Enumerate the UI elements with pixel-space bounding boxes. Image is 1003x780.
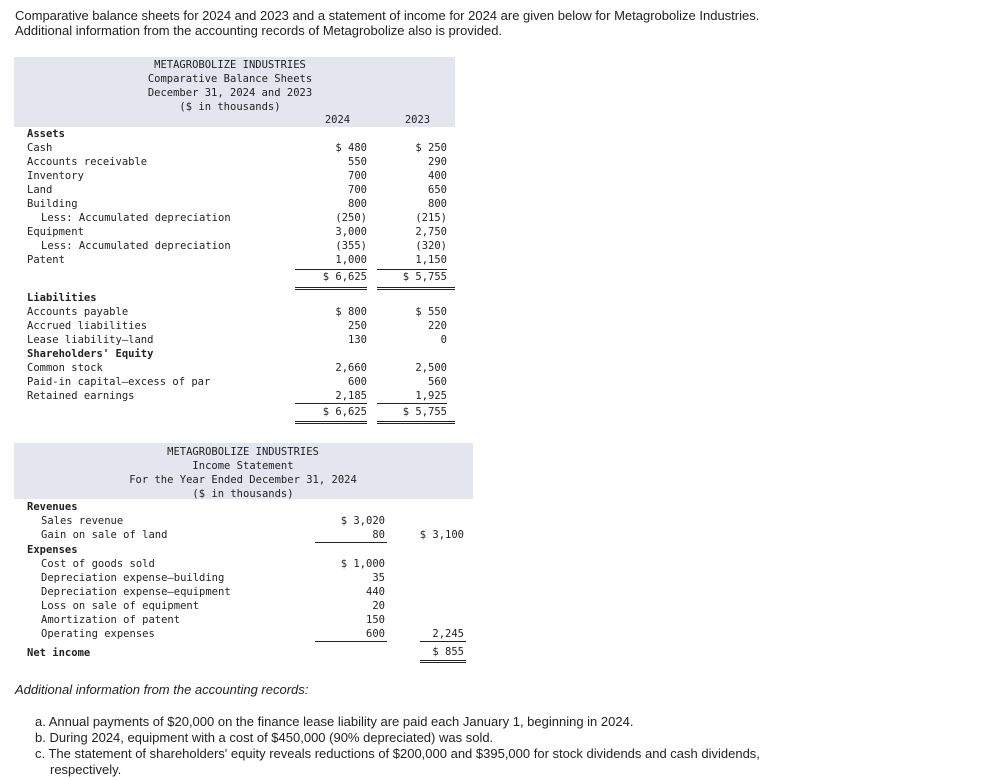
revenues-underline — [315, 542, 387, 543]
row-label: Cost of goods sold — [41, 558, 155, 570]
assets-total-2024: $ 6,625 — [322, 271, 367, 283]
expenses-total: 2,245 — [432, 628, 464, 640]
amount: 80 — [372, 529, 385, 541]
intro-line-2: Additional information from the accounting records of Metagrobolize also is provided. — [15, 23, 503, 38]
value-2024: 800 — [348, 198, 367, 210]
row-label: Sales revenue — [41, 515, 124, 527]
value-2024: 550 — [348, 156, 367, 168]
amount: 150 — [366, 614, 385, 626]
balance-company: METAGROBOLIZE INDUSTRIES — [154, 59, 306, 71]
row-label: Lease liability—land — [27, 334, 154, 346]
value-2024: 250 — [348, 320, 367, 332]
value-2024: (250) — [335, 212, 367, 224]
amount: $ 3,020 — [340, 515, 385, 527]
value-2023: 560 — [428, 376, 447, 388]
expenses-underline — [315, 641, 387, 642]
net-income-label: Net income — [27, 647, 91, 659]
balance-date: December 31, 2024 and 2023 — [147, 87, 313, 99]
additional-notes — [35, 714, 935, 778]
value-2023: 290 — [428, 156, 447, 168]
col-header-2024: 2024 — [324, 114, 351, 126]
note-c: c. The statement of shareholders' equity reveals reductions of $200,000 and $395,000 for stock dividends and cash dividends, — [35, 746, 760, 761]
value-2024: 600 — [348, 376, 367, 388]
additional-heading: Additional information from the accounting records: — [15, 682, 309, 697]
value-2023: 1,150 — [415, 254, 447, 266]
balance-header — [100, 58, 360, 114]
row-label: Patent — [27, 254, 65, 266]
amount: 600 — [366, 628, 385, 640]
equity-heading: Shareholders' Equity — [27, 348, 154, 360]
income-units: ($ in thousands) — [192, 488, 294, 500]
note-b: b. During 2024, equipment with a cost of $450,000 (90% depreciated) was sold. — [35, 730, 494, 745]
amount: 440 — [366, 586, 385, 598]
revenues-heading: Revenues — [27, 501, 78, 513]
value-2023: 650 — [428, 184, 447, 196]
value-2023: 0 — [440, 334, 447, 346]
row-label: Building — [27, 198, 78, 210]
value-2023: (215) — [415, 212, 447, 224]
row-label: Less: Accumulated depreciation — [41, 212, 231, 224]
value-2023: (320) — [415, 240, 447, 252]
value-2024: 2,660 — [335, 362, 367, 374]
liab-underline-2023 — [377, 403, 447, 404]
balance-units: ($ in thousands) — [179, 101, 281, 113]
value-2024: 1,000 — [335, 254, 367, 266]
value-2023: $ 550 — [415, 306, 447, 318]
value-2023: 2,500 — [415, 362, 447, 374]
row-label: Equipment — [27, 226, 84, 238]
row-label: Inventory — [27, 170, 84, 182]
liab-underline-2024 — [295, 403, 367, 404]
row-label: Amortization of patent — [41, 614, 181, 626]
value-2023: 800 — [428, 198, 447, 210]
liab-double-underline-2023 — [377, 421, 455, 424]
expenses-total-underline — [420, 641, 466, 642]
revenues-total: $ 3,100 — [419, 529, 464, 541]
assets-underline-2023 — [377, 269, 447, 270]
row-label: Less: Accumulated depreciation — [41, 240, 231, 252]
row-label: Accounts payable — [27, 306, 129, 318]
assets-underline-2024 — [295, 269, 367, 270]
value-2024: 2,185 — [335, 390, 367, 402]
amount: $ 1,000 — [340, 558, 385, 570]
row-label: Paid-in capital—excess of par — [27, 376, 211, 388]
value-2024: 3,000 — [335, 226, 367, 238]
row-label: Retained earnings — [27, 390, 135, 402]
value-2023: 220 — [428, 320, 447, 332]
income-period: For the Year Ended December 31, 2024 — [129, 474, 357, 486]
row-label: Land — [27, 184, 53, 196]
row-label: Accrued liabilities — [27, 320, 148, 332]
value-2023: 2,750 — [415, 226, 447, 238]
value-2024: 130 — [348, 334, 367, 346]
assets-total-2023: $ 5,755 — [402, 271, 447, 283]
liab-total-2024: $ 6,625 — [322, 406, 367, 418]
net-income-double-underline — [420, 660, 466, 663]
expenses-heading: Expenses — [27, 544, 78, 556]
liab-total-2023: $ 5,755 — [402, 406, 447, 418]
balance-title: Comparative Balance Sheets — [147, 73, 313, 85]
value-2023: 400 — [428, 170, 447, 182]
value-2024: $ 480 — [335, 142, 367, 154]
row-label: Depreciation expense—building — [41, 572, 225, 584]
amount: 35 — [372, 572, 385, 584]
value-2024: 700 — [348, 184, 367, 196]
assets-double-underline-2024 — [295, 287, 367, 290]
assets-double-underline-2023 — [377, 287, 455, 290]
value-2024: $ 800 — [335, 306, 367, 318]
row-label: Common stock — [27, 362, 103, 374]
value-2023: 1,925 — [415, 390, 447, 402]
intro-line-1: Comparative balance sheets for 2024 and 2023 and a statement of income for 2024 are given below for Metagrobolize Industries. — [15, 8, 760, 23]
liab-double-underline-2024 — [295, 421, 367, 424]
value-2023: $ 250 — [415, 142, 447, 154]
value-2024: 700 — [348, 170, 367, 182]
net-income-value: $ 855 — [432, 646, 464, 658]
row-label: Depreciation expense—equipment — [41, 586, 231, 598]
row-label: Gain on sale of land — [41, 529, 168, 541]
note-c-continued: respectively. — [50, 762, 122, 777]
row-label: Cash — [27, 142, 53, 154]
liabilities-heading: Liabilities — [27, 292, 97, 304]
row-label: Accounts receivable — [27, 156, 148, 168]
income-header — [100, 445, 386, 501]
value-2024: (355) — [335, 240, 367, 252]
assets-heading: Assets — [27, 128, 65, 140]
income-title: Income Statement — [192, 460, 294, 472]
col-header-2023: 2023 — [404, 114, 431, 126]
income-company: METAGROBOLIZE INDUSTRIES — [167, 446, 319, 458]
intro-text — [15, 8, 759, 38]
row-label: Loss on sale of equipment — [41, 600, 200, 612]
row-label: Operating expenses — [41, 628, 155, 640]
amount: 20 — [372, 600, 385, 612]
note-a: a. Annual payments of $20,000 on the finance lease liability are paid each January 1, beginning in 2024. — [35, 714, 634, 729]
